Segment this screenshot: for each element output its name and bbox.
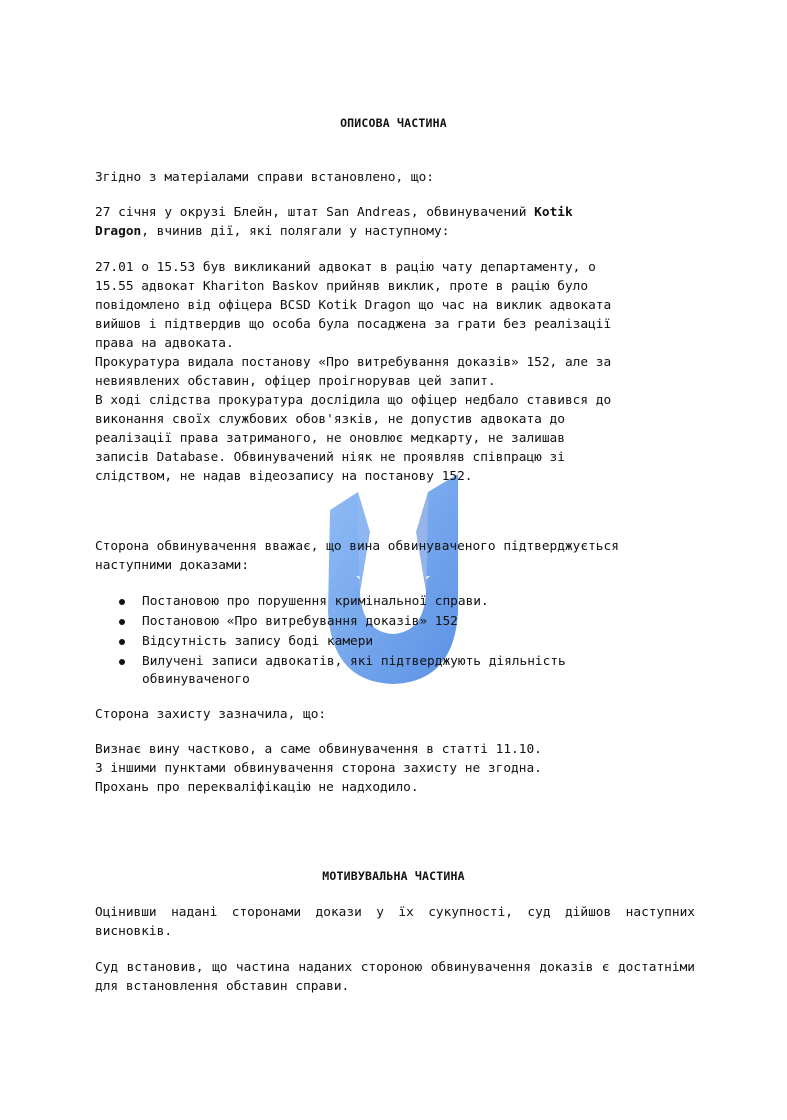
accused-paragraph: 27 січня у окрузі Блейн, штат San Andreas, обвинувачений Kotik Dragon, вчинив дії, які полягали у наступному: — [95, 205, 573, 239]
evidence-list — [95, 593, 695, 691]
intro-paragraph: Згідно з матеріалами справи встановлено, що: — [95, 170, 434, 185]
facts-line: права на адвоката. — [95, 336, 234, 351]
bullet-icon — [119, 659, 125, 665]
facts-line: вийшов і підтвердив що особа була посаджена за грати без реалізації — [95, 317, 612, 332]
bullet-icon — [119, 619, 125, 625]
facts-line: невиявлених обставин, офіцер проігнорував цей запит. — [95, 374, 496, 389]
facts-line: 15.55 адвокат Khariton Baskov прийняв виклик, проте в рацію було — [95, 279, 589, 294]
facts-line: В ході слідства прокуратура дослідила що офіцер недбало ставився до — [95, 393, 612, 408]
list-item: Відсутність запису боді камери — [95, 633, 695, 651]
prosecution-paragraph: Сторона обвинувачення вважає, що вина обвинуваченого підтверджується наступними доказами: — [95, 539, 619, 573]
defense-intro: Сторона захисту зазначила, що: — [95, 707, 327, 722]
list-item: Постановою про порушення кримінальної справи. — [95, 593, 695, 611]
section-title-motivation: МОТИВУВАЛЬНА ЧАСТИНА — [322, 869, 465, 883]
facts-line: записів Database. Обвинувачений ніяк не проявляв співпрацю зі — [95, 450, 565, 465]
facts-line: слідством, не надав відеозапису на постанову 152. — [95, 469, 473, 484]
facts-line: повідомлено від офіцера BCSD Kotik Dragon що час на виклик адвоката — [95, 298, 612, 313]
bullet-icon — [119, 639, 125, 645]
motivation-paragraph-1: Оцінивши надані сторонами докази у їх сукупності, суд дійшов наступних висновків. — [95, 905, 695, 939]
facts-line: 27.01 о 15.53 був викликаний адвокат в рацію чату департаменту, о — [95, 260, 596, 275]
defense-paragraph: Визнає вину частково, а саме обвинувачення в статті 11.10. З іншими пунктами обвинувачення сторона захисту не згодна. Прохань про перекваліфікацію не надходило. — [95, 742, 542, 795]
motivation-paragraph-2: Суд встановив, що частина наданих стороною обвинувачення доказів є достатніми для встановлення обставин справи. — [95, 960, 695, 994]
accused-name-part2: Dragon — [95, 224, 142, 239]
facts-line: виконання своїх службових обов'язків, не допустив адвоката до — [95, 412, 565, 427]
bullet-icon — [119, 599, 125, 605]
facts-line: Прокуратура видала постанову «Про витребування доказів» 152, але за — [95, 355, 612, 370]
section-title-descriptive: ОПИСОВА ЧАСТИНА — [340, 116, 447, 130]
facts-paragraph — [95, 258, 695, 486]
facts-line: реалізації права затриманого, не оновлює медкарту, не залишав — [95, 431, 565, 446]
list-item: Постановою «Про витребування доказів» 152 — [95, 613, 695, 631]
list-item: Вилучені записи адвокатів, які підтверджують діяльність обвинуваченого — [95, 653, 642, 689]
accused-name-part1: Kotik — [534, 205, 573, 220]
